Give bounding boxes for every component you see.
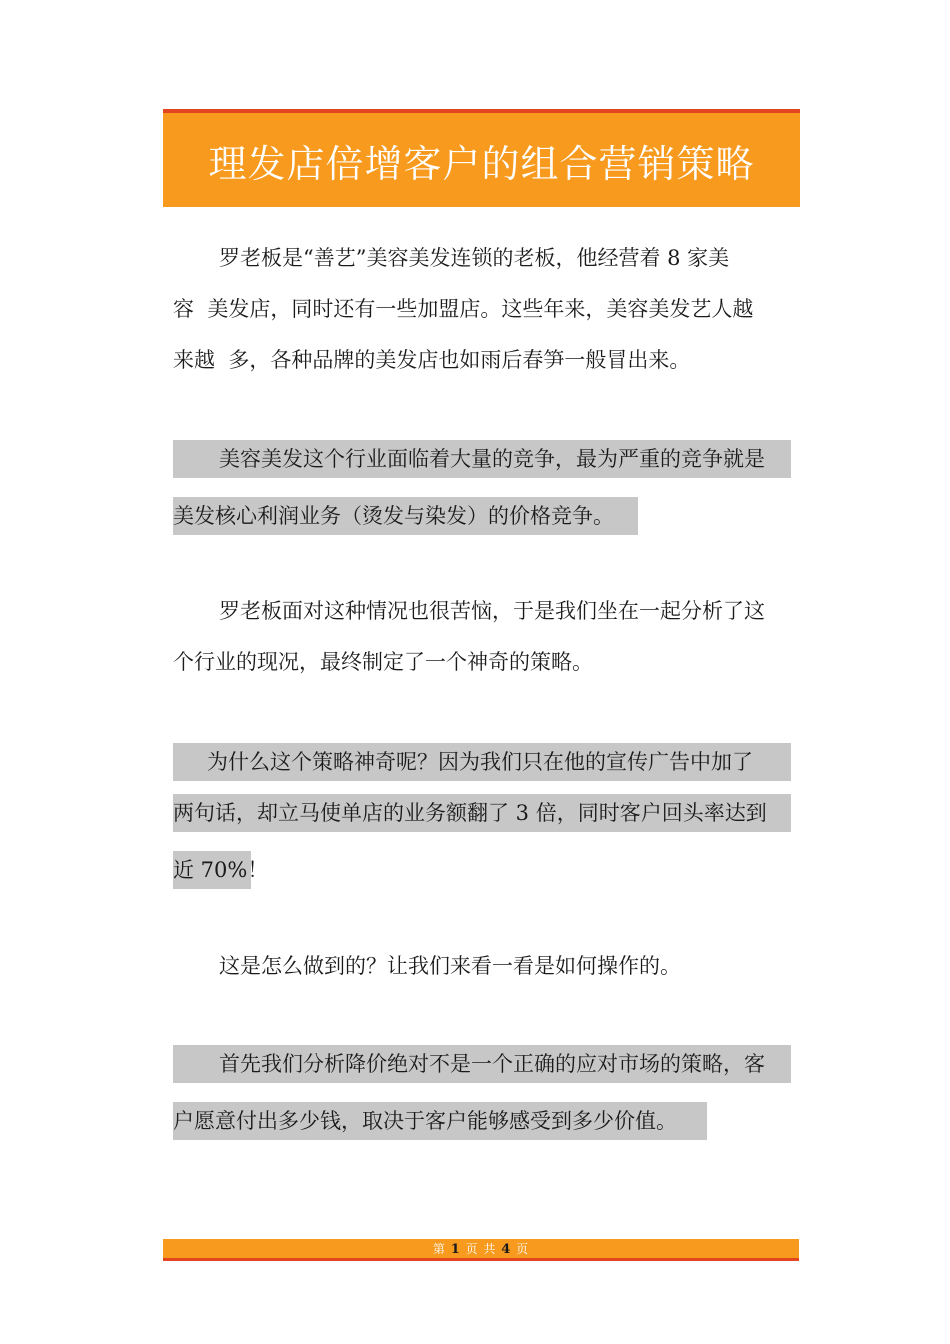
paragraph-line: 美发核心利润业务（烫发与染发）的价格竞争。 [173,504,614,528]
paragraph-line: 容 美发店，同时还有一些加盟店。这些年来，美容美发艺人越 [173,297,754,321]
footer-suffix: 页 [516,1242,530,1256]
paragraph-2-highlighted [173,440,791,548]
paragraph-line: 户愿意付出多少钱，取决于客户能够感受到多少价值。 [173,1109,677,1133]
paragraph-line: 个行业的现况，最终制定了一个神奇的策略。 [173,650,593,674]
footer-prefix: 第 [432,1242,446,1256]
paragraph-6-highlighted [173,1045,791,1153]
paragraph-5 [173,941,791,992]
paragraph-3 [173,586,791,688]
paragraph-line: 美容美发这个行业面临着大量的竞争，最为严重的竞争就是 [219,447,765,471]
current-page: 1 [450,1242,461,1257]
paragraph-line: 来越 多，各种品牌的美发店也如雨后春笋一般冒出来。 [173,348,691,372]
total-pages: 4 [501,1242,512,1257]
paragraph-4-highlighted [173,743,791,902]
paragraph-line: 罗老板是“善艺”美容美发连锁的老板，他经营着 8 家美 [219,246,730,270]
paragraph-line: 近 70%！ [173,858,269,882]
page-footer [163,1239,799,1261]
paragraph-line: 两句话，却立马使单店的业务额翻了 3 倍，同时客户回头率达到 [173,801,767,825]
footer-middle: 页 共 [465,1242,497,1256]
paragraph-line: 首先我们分析降价绝对不是一个正确的应对市场的策略，客 [219,1052,765,1076]
paragraph-line: 罗老板面对这种情况也很苦恼，于是我们坐在一起分析了这 [219,599,765,623]
document-title: 理发店倍增客户的组合营销策略 [208,141,755,186]
paragraph-line: 这是怎么做到的？让我们来看一看是如何操作的。 [219,954,681,978]
paragraph-line: 为什么这个策略神奇呢？因为我们只在他的宣传广告中加了 [207,750,753,774]
page-number [433,1240,529,1257]
title-banner [163,109,800,207]
paragraph-1 [173,233,791,386]
